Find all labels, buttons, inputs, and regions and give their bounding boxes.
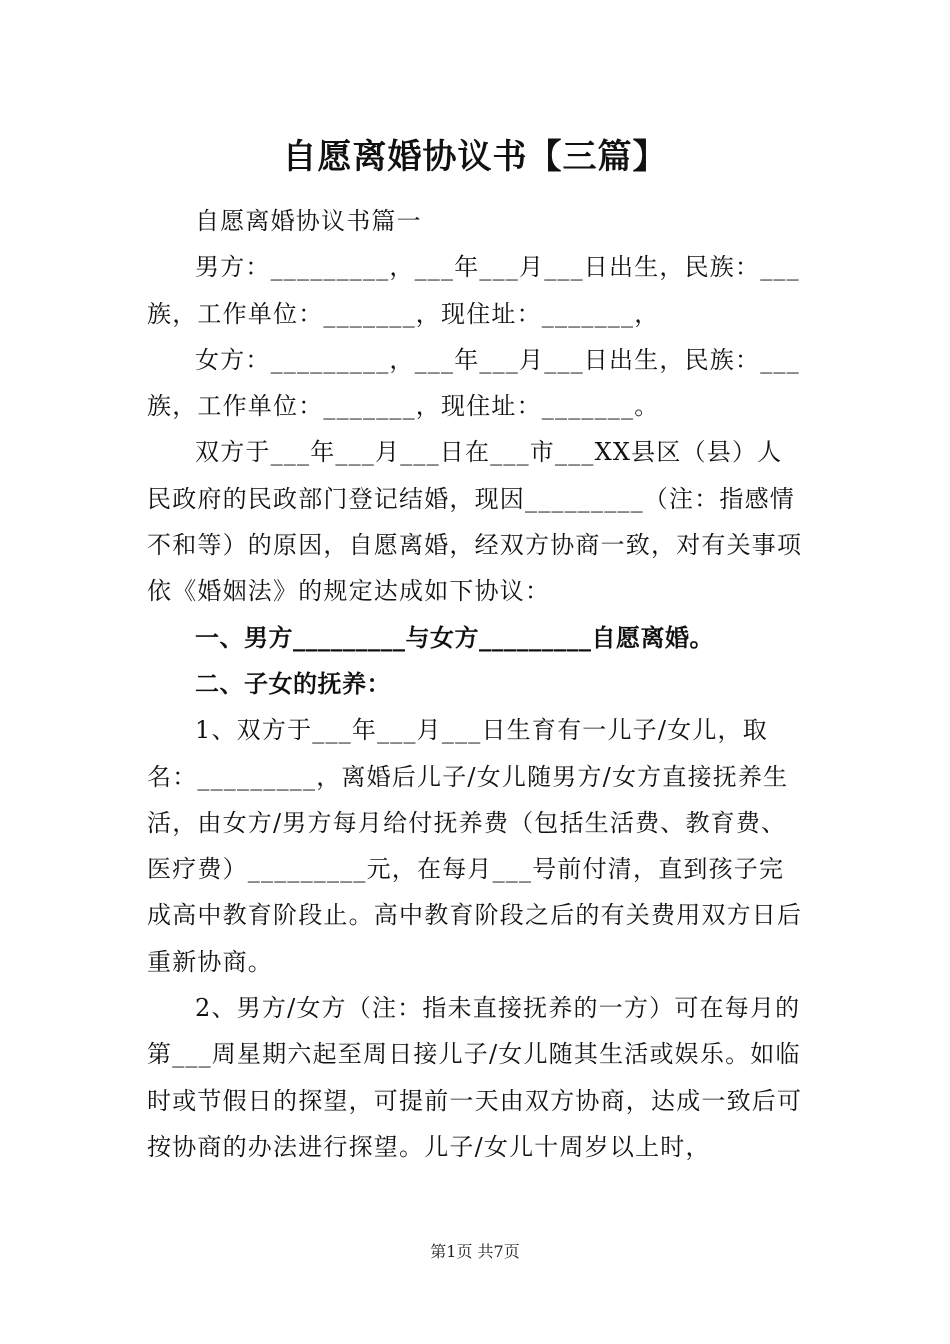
paragraph-visitation: 2、男方/女方（注：指未直接抚养的一方）可在每月的第___周星期六起至周日接儿子/女儿随其生活或娱乐。如临时或节假日的探望，可提前一天由双方协商，达成一致后可按协商的办法进行探望。儿子/女儿十周岁以上时， (147, 994, 803, 1161)
clause-one: 一、男方_________与女方_________自愿离婚。 (195, 623, 714, 652)
paragraph-female-party: 女方：_________，___年___月___日出生，民族：___族，工作单位：_______，现住址：_______。 (147, 345, 800, 421)
clause-two-heading: 二、子女的抚养： (195, 669, 391, 698)
page-number: 第1页 共7页 (430, 1242, 520, 1261)
paragraph-child-custody: 1、双方于___年___月___日生育有一儿子/女儿，取名：_________，离婚后儿子/女儿随男方/女方直接抚养生活，由女方/男方每月给付抚养费（包括生活费、教育费、医疗费）_________元，在每月___号前付清，直到孩子完成高中教育阶段止。高中教育阶段之后的有关费用双方日后重新协商。 (147, 716, 803, 976)
document-title: 自愿离婚协议书【三篇】 (282, 137, 668, 177)
paragraph-male-party: 男方：_________，___年___月___日出生，民族：___族，工作单位：_______，现住址：_______， (147, 253, 800, 328)
paragraph-marriage-registration: 双方于___年___月___日在___市___XX县区（县）人民政府的民政部门登记结婚，现因_________（注：指感情不和等）的原因，自愿离婚，经双方协商一致，对有关事项依《婚姻法》的规定达成如下协议： (147, 438, 803, 606)
section-heading: 自愿离婚协议书篇一 (195, 207, 422, 235)
document-body (147, 198, 807, 1170)
